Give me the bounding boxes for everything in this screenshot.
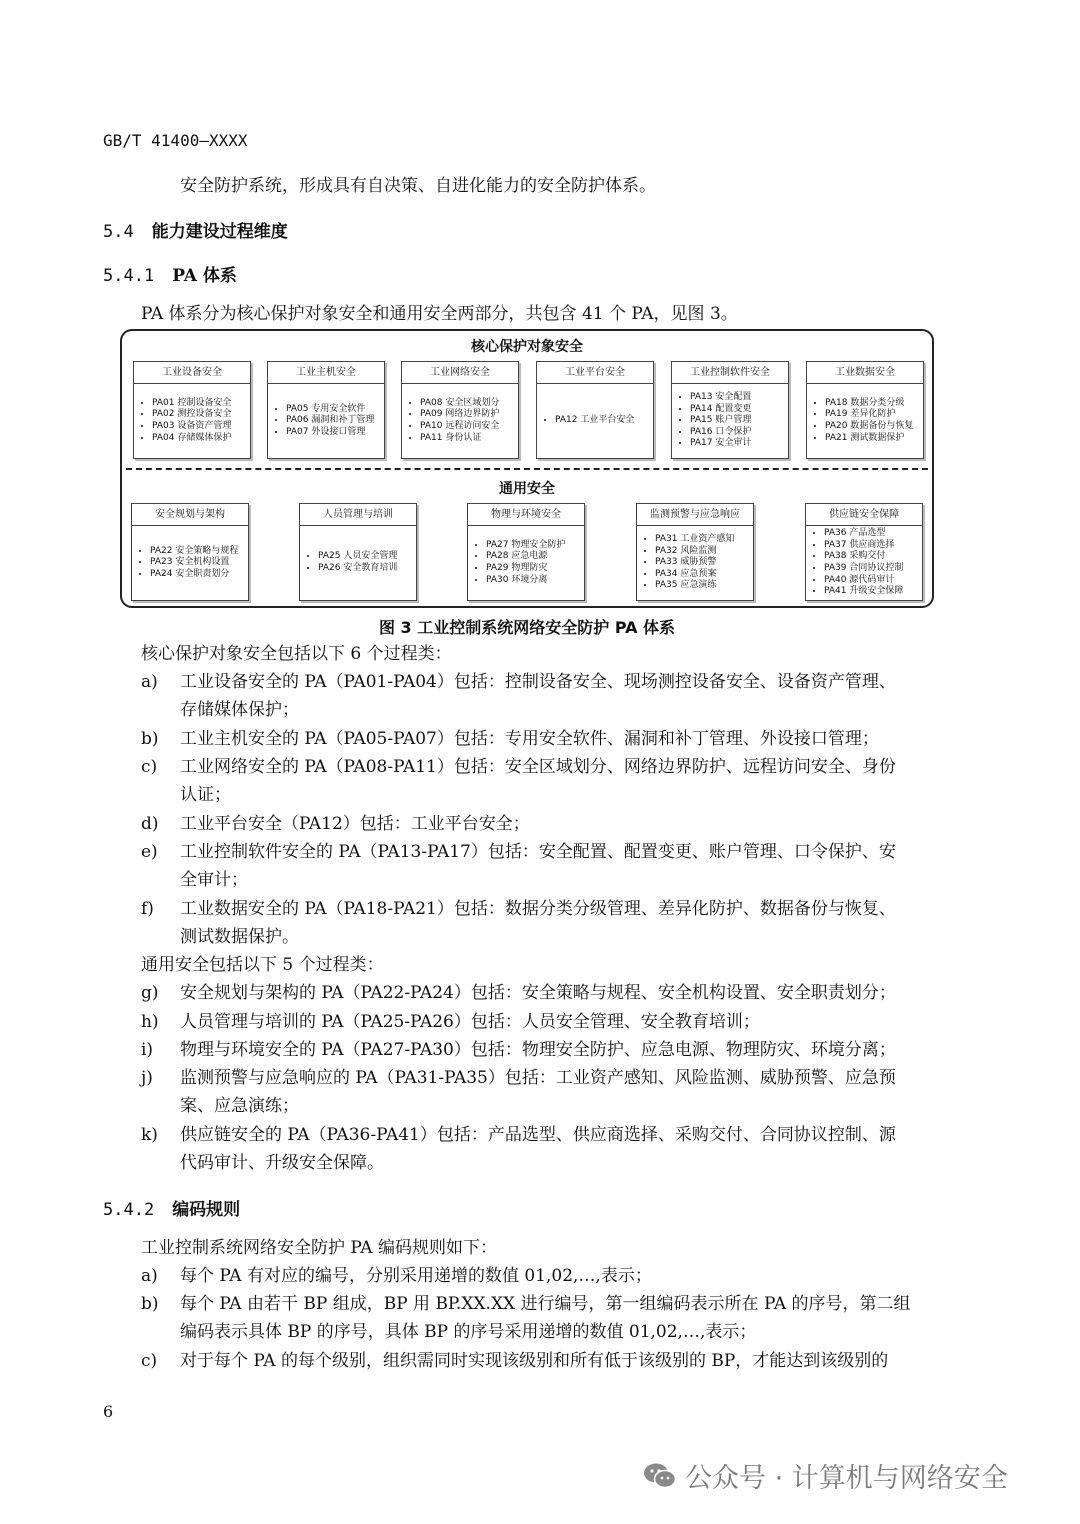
section-5-4-heading: [103, 217, 288, 242]
list-label: c): [141, 1351, 158, 1371]
general-box: [636, 503, 754, 601]
list-text: 工业平台安全（PA12）包括：工业平台安全；: [180, 814, 530, 834]
pa-item: • PA01 控制设备安全: [152, 398, 231, 410]
pa-item: • PA34 应急预案: [655, 569, 734, 581]
pa-system-figure: [120, 329, 934, 608]
section-title: 编码规则: [172, 1200, 241, 1220]
pa-item: • PA02 测控设备安全: [152, 409, 231, 421]
section-5-4-1-heading: [103, 261, 237, 286]
list-text: 监测预警与应急响应的 PA（PA31-PA35）包括：工业资产感知、风险监测、威胁预警、应急预: [180, 1068, 896, 1088]
watermark: [643, 1456, 1008, 1495]
list-label: h): [141, 1012, 159, 1032]
intro-line: 安全防护系统，形成具有自决策、自进化能力的安全防护体系。: [180, 176, 656, 196]
pa-item: • PA21 测试数据保护: [825, 433, 913, 445]
pa-item: • PA18 数据分类分级: [825, 398, 913, 410]
box-title: 工业控制软件安全: [672, 362, 788, 384]
pa-item: • PA38 采购交付: [824, 551, 903, 563]
pa-item: • PA36 产品选型: [824, 528, 903, 540]
pa-item: • PA15 账户管理: [690, 415, 751, 427]
box-title: 工业平台安全: [537, 362, 653, 384]
pa-item: • PA17 安全审计: [690, 438, 751, 450]
pa-item: • PA40 源代码审计: [824, 575, 903, 587]
pa-item: • PA07 外设接口管理: [286, 427, 374, 439]
list-continuation: 测试数据保护。: [180, 927, 299, 947]
list-label: k): [141, 1125, 158, 1145]
list-continuation: 编码表示具体 BP 的序号，具体 BP 的序号采用递增的数值 01,02,…,表示；: [180, 1322, 757, 1342]
general-box: [131, 503, 249, 601]
list-label: b): [141, 1294, 159, 1314]
list-label: i): [141, 1040, 154, 1060]
section-divider: [126, 468, 928, 470]
pa-intro: PA 体系分为核心保护对象安全和通用安全两部分，共包含 41 个 PA，见图 3。: [141, 304, 738, 324]
list-text: 安全规划与架构的 PA（PA22-PA24）包括：安全策略与规程、安全机构设置、安全职责划分；: [180, 983, 896, 1003]
list-text: 每个 PA 由若干 BP 组成，BP 用 BP.XX.XX 进行编号，第一组编码表示所在 PA 的序号，第二组: [180, 1294, 911, 1314]
list-text: 物理与环境安全的 PA（PA27-PA30）包括：物理安全防护、应急电源、物理防灾、环境分离；: [180, 1040, 896, 1060]
list-text: 对于每个 PA 的每个级别，组织需同时实现该级别和所有低于该级别的 BP，才能达到该级别的: [180, 1351, 889, 1371]
list-continuation: 代码审计、升级安全保障。: [180, 1153, 384, 1173]
list-continuation: 案、应急演练；: [180, 1096, 299, 1116]
pa-item: • PA06 漏洞和补丁管理: [286, 415, 374, 427]
pa-item: • PA03 设备资产管理: [152, 421, 231, 433]
list-continuation: 存储媒体保护；: [180, 700, 299, 720]
list-text: 工业主机安全的 PA（PA05-PA07）包括：专用安全软件、漏洞和补丁管理、外设接口管理；: [180, 729, 879, 749]
list-label: a): [141, 672, 158, 692]
figure-caption: 图 3 工业控制系统网络安全防护 PA 体系: [378, 618, 676, 637]
pa-item: • PA31 工业资产感知: [655, 534, 734, 546]
section-5-4-2-heading: [103, 1195, 240, 1220]
pa-item: • PA37 供应商选择: [824, 540, 903, 552]
general-intro: 通用安全包括以下 5 个过程类：: [141, 955, 384, 975]
box-title: 供应链安全保障: [806, 504, 922, 526]
box-title: 人员管理与培训: [300, 504, 416, 526]
pa-item: • PA30 环境分离: [486, 575, 565, 587]
box-title: 安全规划与架构: [132, 504, 248, 526]
general-box: [467, 503, 585, 601]
coding-intro: 工业控制系统网络安全防护 PA 编码规则如下：: [141, 1238, 497, 1258]
document-code: GB/T 41400—XXXX: [103, 131, 248, 150]
box-title: 工业数据安全: [807, 362, 923, 384]
list-label: e): [141, 842, 158, 862]
list-text: 每个 PA 有对应的编号，分别采用递增的数值 01,02,…,表示；: [180, 1266, 652, 1286]
section-number: 5.4.1: [103, 266, 155, 286]
pa-item: • PA32 风险监测: [655, 546, 734, 558]
core-box: [133, 361, 251, 459]
pa-item: • PA22 安全策略与规程: [150, 546, 238, 558]
pa-item: • PA26 安全教育培训: [318, 563, 397, 575]
section-number: 5.4.2: [103, 1200, 155, 1220]
list-text: 供应链安全的 PA（PA36-PA41）包括：产品选型、供应商选择、采购交付、合同协议控制、源: [180, 1125, 896, 1145]
general-section-title: 通用安全: [499, 481, 555, 497]
pa-item: • PA33 威胁预警: [655, 557, 734, 569]
core-box: [536, 361, 654, 459]
box-title: 工业网络安全: [402, 362, 518, 384]
pa-item: • PA25 人员安全管理: [318, 551, 397, 563]
core-section-title: 核心保护对象安全: [471, 339, 583, 355]
list-label: c): [141, 757, 158, 777]
general-box: [805, 503, 923, 601]
list-continuation: 认证；: [180, 785, 231, 805]
core-box: [401, 361, 519, 459]
section-title: PA 体系: [172, 266, 237, 286]
pa-item: • PA10 远程访问安全: [420, 421, 499, 433]
list-label: a): [141, 1266, 158, 1286]
core-box: [267, 361, 385, 459]
pa-item: • PA35 应急演练: [655, 580, 734, 592]
list-label: j): [141, 1068, 153, 1088]
pa-item: • PA14 配置变更: [690, 404, 751, 416]
pa-item: • PA05 专用安全软件: [286, 404, 374, 416]
core-intro: 核心保护对象安全包括以下 6 个过程类：: [141, 644, 452, 664]
list-label: d): [141, 814, 159, 834]
box-title: 物理与环境安全: [468, 504, 584, 526]
section-title: 能力建设过程维度: [151, 222, 288, 242]
section-number: 5.4: [103, 222, 134, 242]
pa-item: • PA19 差异化防护: [825, 409, 913, 421]
list-label: g): [141, 983, 159, 1003]
box-title: 监测预警与应急响应: [637, 504, 753, 526]
watermark-text: 公众号 · 计算机与网络安全: [685, 1463, 1008, 1494]
list-text: 工业数据安全的 PA（PA18-PA21）包括：数据分类分级管理、差异化防护、数据备份与恢复、: [180, 899, 896, 919]
list-label: b): [141, 729, 159, 749]
list-continuation: 全审计；: [180, 870, 248, 890]
pa-item: • PA20 数据备份与恢复: [825, 421, 913, 433]
pa-item: • PA04 存储媒体保护: [152, 433, 231, 445]
pa-item: • PA28 应急电源: [486, 551, 565, 563]
pa-item: • PA27 物理安全防护: [486, 540, 565, 552]
pa-item: • PA13 安全配置: [690, 392, 751, 404]
pa-item: • PA11 身份认证: [420, 433, 499, 445]
core-box: [671, 361, 789, 459]
pa-item: • PA12 工业平台安全: [555, 415, 634, 427]
page-number: 6: [103, 1402, 114, 1421]
list-text: 人员管理与培训的 PA（PA25-PA26）包括：人员安全管理、安全教育培训；: [180, 1012, 760, 1032]
general-box: [299, 503, 417, 601]
pa-item: • PA29 物理防灾: [486, 563, 565, 575]
list-label: f): [141, 899, 154, 919]
pa-item: • PA24 安全职责划分: [150, 569, 238, 581]
pa-item: • PA23 安全机构设置: [150, 557, 238, 569]
list-text: 工业设备安全的 PA（PA01-PA04）包括：控制设备安全、现场测控设备安全、设备资产管理、: [180, 672, 896, 692]
pa-item: • PA41 升级安全保障: [824, 586, 903, 598]
list-text: 工业控制软件安全的 PA（PA13-PA17）包括：安全配置、配置变更、账户管理、口令保护、安: [180, 842, 896, 862]
pa-item: • PA08 安全区域划分: [420, 398, 499, 410]
box-title: 工业设备安全: [134, 362, 250, 384]
pa-item: • PA39 合同协议控制: [824, 563, 903, 575]
box-title: 工业主机安全: [268, 362, 384, 384]
list-text: 工业网络安全的 PA（PA08-PA11）包括：安全区域划分、网络边界防护、远程访问安全、身份: [180, 757, 896, 777]
core-box: [806, 361, 924, 459]
pa-item: • PA09 网络边界防护: [420, 409, 499, 421]
pa-item: • PA16 口令保护: [690, 427, 751, 439]
wechat-icon: [643, 1462, 677, 1490]
